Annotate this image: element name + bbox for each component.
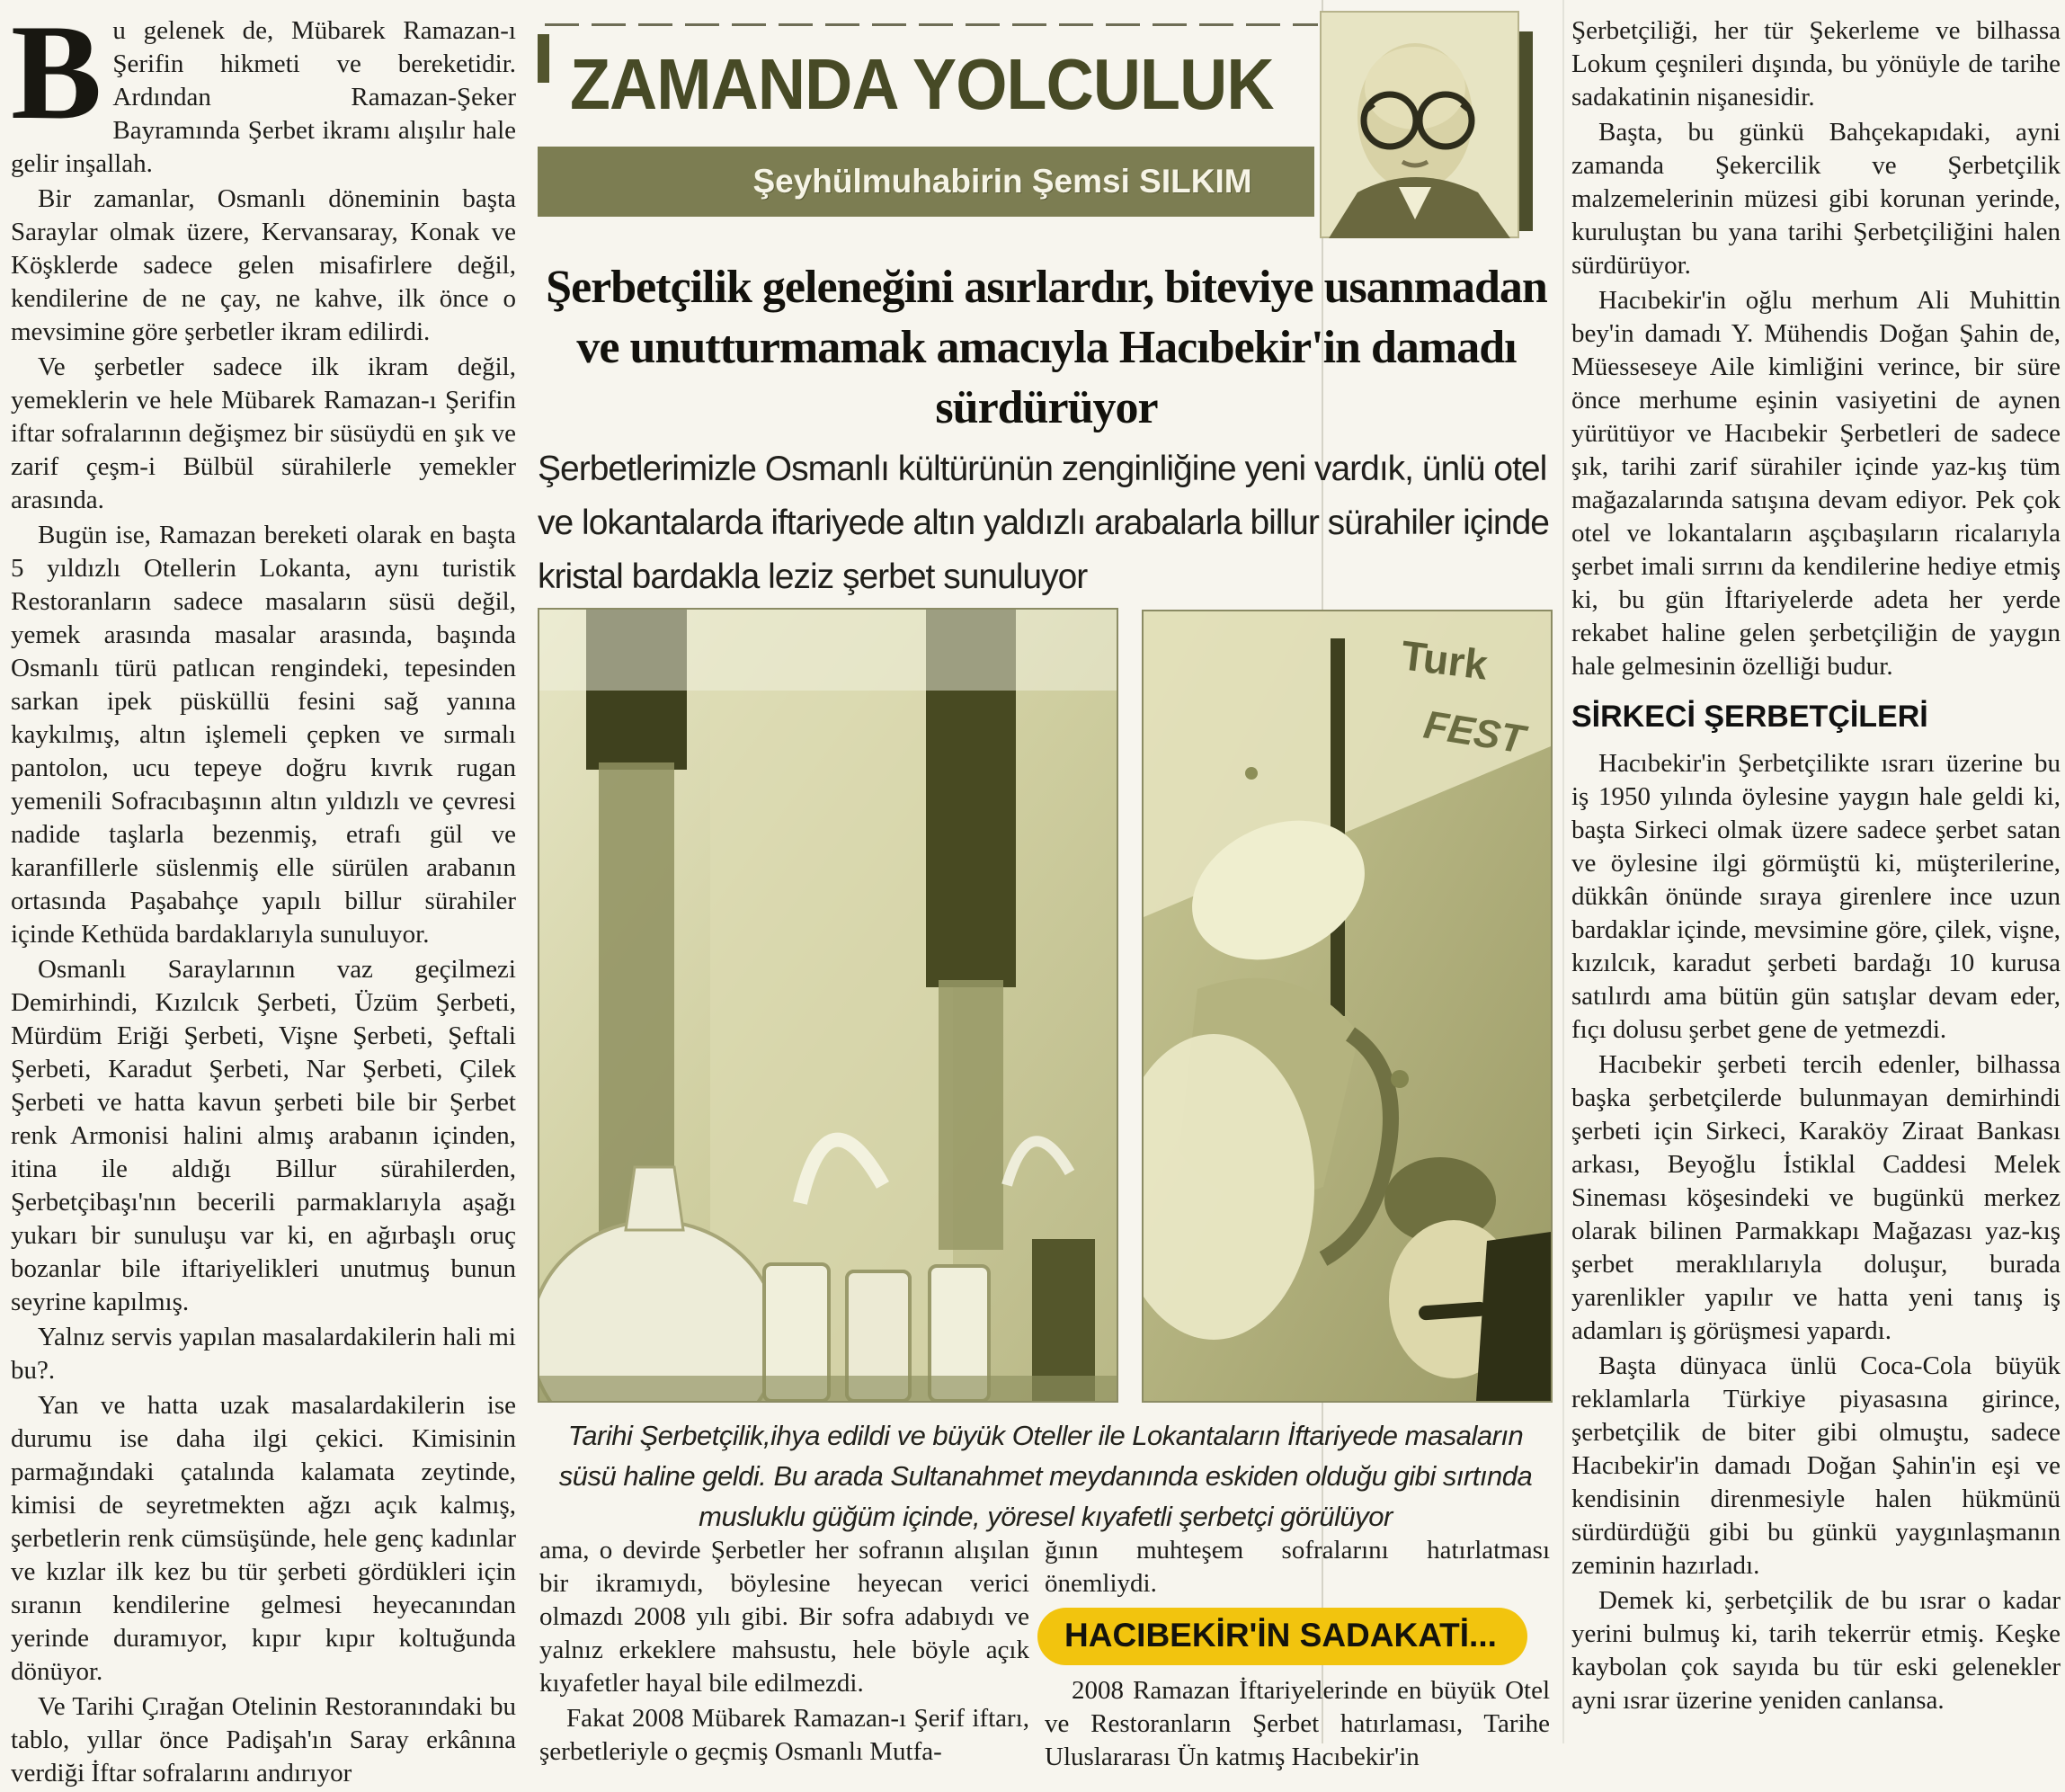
paragraph: Osmanlı Saraylarının vaz geçilmezi Demirhindi, Kızılcık Şerbeti, Üzüm Şerbeti, Mürdüm Eriği Şerbeti, Vişne Şerbeti, Şeftali Şerbeti, Karadut Şerbeti, Nar Şerbeti, Çilek Şerbeti ve hatta kavun şerbeti bile bir Şerbet renk Armonisi halini almış arabanın içinden, itina ile aldığı Billur sürahilerden, Şerbetçibaşı'nın becerili parmaklarıyla aşağı yukarı bir sunuluşu var ki, en ağırbaşlı oruç bozanlar bile iftariyelikleri unutmuş bunun seyrine kapılmış. bbox=[11, 955, 516, 1316]
paragraph: ğının muhteşem sofralarını hatırlatması önemliydi. bbox=[1045, 1536, 1550, 1598]
paragraph: Demek ki, şerbetçilik de bu ısrar o kadar yerini bulmuş ki, tarih tekerrür etmiş. Keşke kaybolan çok sayıda bu tür eski gelenekler ayni ısrar üzerine yeniden canlansa. bbox=[1571, 1586, 2061, 1715]
author-portrait-illustration bbox=[1320, 11, 1519, 238]
paragraph-text: u gelenek de, Mübarek Ramazan-ı Şerifin hikmeti ve bereketidir. Ardından Ramazan-Şeker Bayramında Şerbet ikramı alışılır hale gelir inşallah. bbox=[11, 16, 516, 178]
byline: Şeyhülmuhabirin Şemsi SILKIM bbox=[752, 163, 1252, 200]
mid-left-column bbox=[539, 1534, 1029, 1770]
column-title: ZAMANDA YOLCULUK bbox=[570, 44, 1274, 124]
photo-overlay-text-turk: Turk bbox=[1398, 631, 1491, 689]
carafes-photo-illustration bbox=[539, 610, 1117, 1401]
masthead-top-rule bbox=[545, 23, 1318, 26]
paragraph: Hacıbekir şerbeti tercih edenler, bilhassa başka şerbetçilerde bulunmayan demirhindi şerbeti için Sirkeci, Karaköy Ziraat Bankası arkası, Beyoğlu İstiklal Caddesi Melek Sineması köşesindeki ve bugünkü merkez olarak bilinen Parmakkapı Mağazası yaz-kış şerbet meraklılarıyla doluşur, burada yarenlikler yapılır ve hatta yeni tanış iş adamları iş görüşmesi yapardı. bbox=[1571, 1050, 2061, 1345]
subheadline: Şerbetlerimizle Osmanlı kültürünün zenginliğine yeni vardık, ünlü otel ve lokantalarda iftariyede altın yaldızlı arabalarla billur sürahiler içinde kristal bardakla leziz şerbet sunuluyor bbox=[538, 450, 1549, 596]
column-divider-line bbox=[1562, 0, 1564, 1743]
paragraph: 2008 Ramazan İftariyelerinde en büyük Otel ve Restoranların Şerbet hatırlaması, Tarihe Uluslararası Ün katmış Hacıbekir'in bbox=[1045, 1676, 1550, 1771]
paragraph: Yalnız servis yapılan masalardakilerin hali mi bu?. bbox=[11, 1323, 516, 1385]
photo-serbetci bbox=[1142, 610, 1553, 1403]
left-article-column bbox=[11, 0, 516, 1792]
paragraph: Şerbetçiliği, her tür Şekerleme ve bilhassa Lokum çeşnileri dışında, bu yönüyle de tarihe sadakatinin nişanesidir. bbox=[1571, 16, 2061, 111]
mid-right-column bbox=[1045, 1534, 1550, 1776]
paragraph: Ve Tarihi Çırağan Otelinin Restoranındaki bu tablo, yıllar önce Padişah'ın Saray erkânına verdiği İftar sofralarını andırıyor bbox=[11, 1692, 516, 1788]
paragraph: Fakat 2008 Mübarek Ramazan-ı Şerif iftarı, şerbetleriyle o geçmiş Osmanlı Mutfa- bbox=[539, 1704, 1029, 1766]
paragraph: Başta dünyaca ünlü Coca-Cola büyük reklamlarla Türkiye piyasasına girince, şerbetçilik de biter gibi olmuştu, sadece Hacıbekir'in damadı Doğan Şahin'in eşi ve kendisinin direnmesiyle halen hükmünü sürdürdüğü gibi bu günkü yaygınlaşmanın zeminin hazırladı. bbox=[1571, 1351, 2061, 1580]
paragraph bbox=[11, 0, 516, 181]
photo-caption: Tarihi Şerbetçilik,ihya edildi ve büyük Oteller ile Lokantaların İftariyede masaların süsü haline geldi. Bu arada Sultanahmet meydanında eskiden olduğu gibi sırtında musluklu güğüm içinde, yöresel kıyafetli şerbetçi görülüyor bbox=[558, 1420, 1533, 1532]
serbetci-photo-illustration bbox=[1144, 611, 1551, 1401]
portrait-side-bar bbox=[1519, 31, 1533, 231]
right-article-column bbox=[1571, 14, 2061, 1719]
paragraph: Yan ve hatta uzak masalardakilerin ise durumu ise daha ilgi çekici. Kimisinin parmağındaki çatalında kalamata zeytinde, kimisi de seyretmekten ağzı açık kalmış, şerbetlerin renk cümsüşünde, hele genç kadınlar ve kızlar ilk kez bu tür şerbeti gördükleri için sıranın kendilerine gelmesi heyecanından yerinde duramıyor, kıpır kıpır koltuğunda dönüyor. bbox=[11, 1391, 516, 1686]
paragraph: Bir zamanlar, Osmanlı döneminin başta Saraylar olmak üzere, Kervansaray, Konak ve Köşklerde sadece gelen misafirlere değil, kendilerine de ne çay, ne kahve, ilk önce o mevsimine göre şerbetler ikram edilirdi. bbox=[11, 184, 516, 346]
paragraph: Bugün ise, Ramazan bereketi olarak en başta 5 yıldızlı Otellerin Lokanta, aynı turistik Restoranların sadece masaların süsü değil, yemek arasında masalar arasında, başında Osmanlı türü patlıcan rengindeki, tepesinden sarkan ipek püsküllü fesini sağ yanına kaykılmış, altın işlemeli çepken ve sırmalı pantolon, ucu tepeye doğru kıvrık rugan yemenili Sofracıbaşının altın yıldızlı ve çevresi nadide taşlarla bezenmiş, etrafı gül ve karanfillerle süslenmiş elle sürülen arabanın ortasında Paşabahçe yapılı billur sürahiler içinde Kethüda bardaklarıyla sunuluyor. bbox=[11, 521, 516, 949]
photo-carafes bbox=[538, 608, 1118, 1403]
paragraph: Ve şerbetler sadece ilk ikram değil, yemeklerin ve hele Mübarek Ramazan-ı Şerifin iftar sofralarının değişmez bir süsüydü en şık ve zarif çeşm-i Bülbül sürahilerle yemekler arasında. bbox=[11, 352, 516, 514]
main-headline: Şerbetçilik geleneğini asırlardır, biteviye usanmadan ve unutturmamak amacıyla Hacıbekir'in damadı sürdürüyor bbox=[546, 262, 1547, 433]
paragraph: Başta, bu günkü Bahçekapıdaki, ayni zamanda Şekercilik ve Şerbetçilik malzemelerinin müzesi gibi korunan yerinde, kuruluştan bu yana tarihi Şerbetçiliğini halen sürdürüyor. bbox=[1571, 118, 2061, 280]
section-header-sirkeci: SİRKECİ ŞERBETÇİLERİ bbox=[1571, 700, 1928, 734]
highlighted-section-header: HACIBEKİR'İN SADAKATİ... bbox=[1037, 1608, 1527, 1665]
byline-bar bbox=[538, 147, 1314, 217]
author-portrait bbox=[1320, 11, 1519, 238]
paragraph: ama, o devirde Şerbetler her sofranın alışılan bir ikramıydı, böylesine heyecan verici olmazdı 2008 yılı gibi. Bir sofra adabıydı ve yalnız erkeklere mahsustu, hele böyle açık kıyafetler hayal bile edilmezdi. bbox=[539, 1536, 1029, 1698]
masthead-left-bar bbox=[538, 34, 549, 83]
drop-cap: B bbox=[11, 0, 102, 147]
paragraph: Hacıbekir'in Şerbetçilikte ısrarı üzerine bu iş 1950 yılında öylesine yaygın hale geldi ki, başta Sirkeci olmak üzere sadece şerbet satan ve öylesine ilgi görmüştü ki, müşterilerine, dükkân önünde sıraya girenlere ince uzun bardaklar içinde, mevsimine göre, çilek, vişne, kızılcık, karadut şerbeti bardağı 10 kurusa satılırdı ama bütün gün satışlar devam eder, fıçı dolusu şerbet gene de yetmezdi. bbox=[1571, 749, 2061, 1044]
paragraph: Hacıbekir'in oğlu merhum Ali Muhittin bey'in damadı Y. Mühendis Doğan Şahin de, Müesseseye Aile kimliğini verince, bir süre önce merhume eşinin vasiyetini de aynen yürütüyor ve Hacıbekir Şerbetleri de sadece şık, tarihi zarif sürahiler içinde yaz-kış tüm mağazalarında satışına devam ediyor. Pek çok otel ve lokantaların aşçıbaşıların ricalarıyla şerbet imali sırrını da kendilerine hediye etmiş ki, bu gün İftariyelerde adeta her yerde rekabet haline gelen şerbetçiliğin de yaygın hale gelmesinin özelliği budur. bbox=[1571, 286, 2061, 681]
photo-overlay-text-fest: FEST bbox=[1420, 702, 1528, 762]
